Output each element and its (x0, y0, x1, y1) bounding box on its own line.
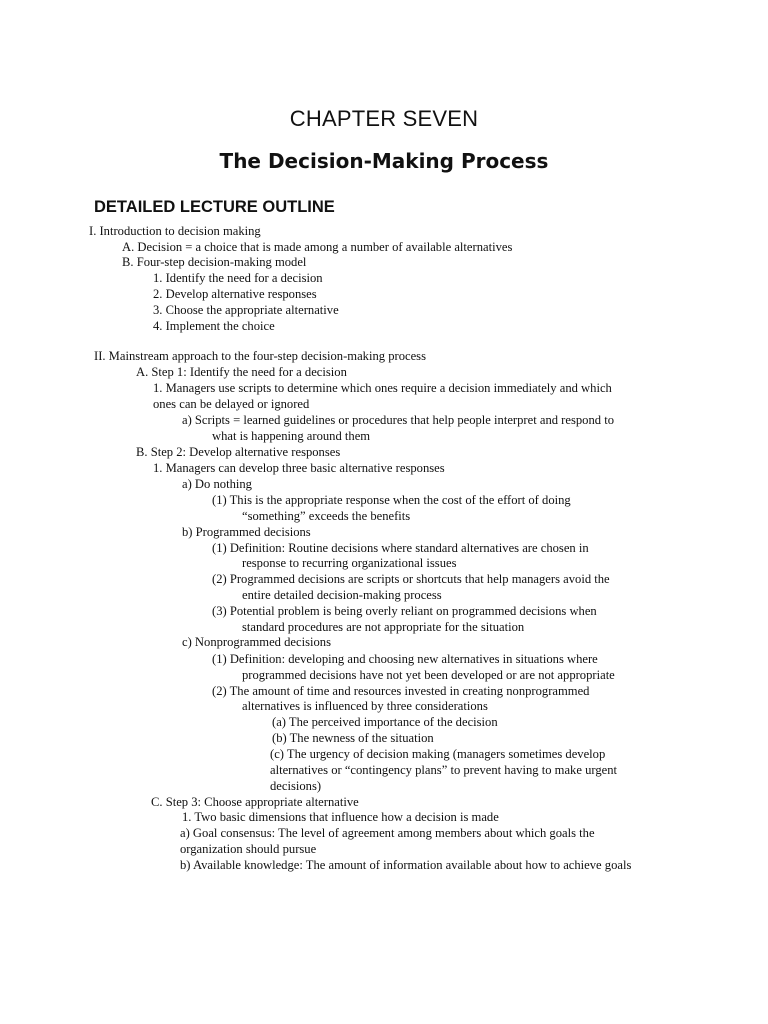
chapter-label: CHAPTER SEVEN (289, 106, 479, 131)
outline-line: 1. Identify the need for a decision (153, 271, 323, 285)
outline-line: (b) The newness of the situation (272, 731, 434, 745)
outline-line: (3) Potential problem is being overly reliant on programmed decisions when (212, 604, 597, 618)
outline-line: (2) The amount of time and resources invested in creating nonprogrammed (212, 684, 590, 698)
outline-line: organization should pursue (180, 842, 317, 856)
outline-line: B. Step 2: Develop alternative responses (136, 445, 341, 459)
outline-line: b) Programmed decisions (182, 525, 311, 539)
outline-line: entire detailed decision-making process (242, 588, 442, 602)
outline-line: (1) Definition: developing and choosing new alternatives in situations where (212, 652, 598, 666)
outline-line: a) Goal consensus: The level of agreement among members about which goals the (180, 826, 595, 840)
outline-line: “something” exceeds the benefits (242, 509, 411, 523)
outline-line: a) Do nothing (182, 477, 252, 491)
outline-line: a) Scripts = learned guidelines or procedures that help people interpret and respond to (182, 413, 615, 427)
outline-line: ones can be delayed or ignored (153, 397, 310, 411)
outline-line: programmed decisions have not yet been developed or are not appropriate (242, 668, 615, 682)
outline-line: 1. Managers can develop three basic alternative responses (153, 461, 445, 475)
outline-line: 1. Two basic dimensions that influence how a decision is made (182, 810, 499, 824)
outline-line: standard procedures are not appropriate for the situation (242, 620, 525, 634)
outline-line: II. Mainstream approach to the four-step decision-making process (94, 349, 426, 363)
outline-line: (1) This is the appropriate response when the cost of the effort of doing (212, 493, 571, 507)
outline-line: (2) Programmed decisions are scripts or shortcuts that help managers avoid the (212, 572, 610, 586)
outline-line: (c) The urgency of decision making (managers sometimes develop (270, 747, 606, 761)
outline-line: 4. Implement the choice (153, 319, 275, 333)
outline-line: A. Step 1: Identify the need for a decision (136, 365, 347, 379)
outline-line: A. Decision = a choice that is made among a number of available alternatives (122, 240, 513, 254)
outline-line: I. Introduction to decision making (89, 224, 261, 238)
outline-line: C. Step 3: Choose appropriate alternative (151, 795, 359, 809)
outline-line: alternatives or “contingency plans” to prevent having to make urgent (270, 763, 618, 777)
outline-line: b) Available knowledge: The amount of information available about how to achieve goals (180, 858, 632, 872)
outline-heading: DETAILED LECTURE OUTLINE (94, 198, 335, 216)
outline-line: B. Four-step decision-making model (122, 255, 307, 269)
outline-line: c) Nonprogrammed decisions (182, 635, 331, 649)
outline-line: 2. Develop alternative responses (153, 287, 317, 301)
outline-line: response to recurring organizational issues (242, 556, 457, 570)
outline-line: 1. Managers use scripts to determine which ones require a decision immediately and which (153, 381, 612, 395)
outline-line: 3. Choose the appropriate alternative (153, 303, 339, 317)
outline-line: (a) The perceived importance of the decision (272, 715, 498, 729)
outline-line: what is happening around them (212, 429, 371, 443)
outline-line: (1) Definition: Routine decisions where standard alternatives are chosen in (212, 541, 589, 555)
outline-line: decisions) (270, 779, 322, 793)
outline-line: alternatives is influenced by three considerations (242, 699, 488, 713)
page-title: The Decision-Making Process (219, 149, 549, 173)
